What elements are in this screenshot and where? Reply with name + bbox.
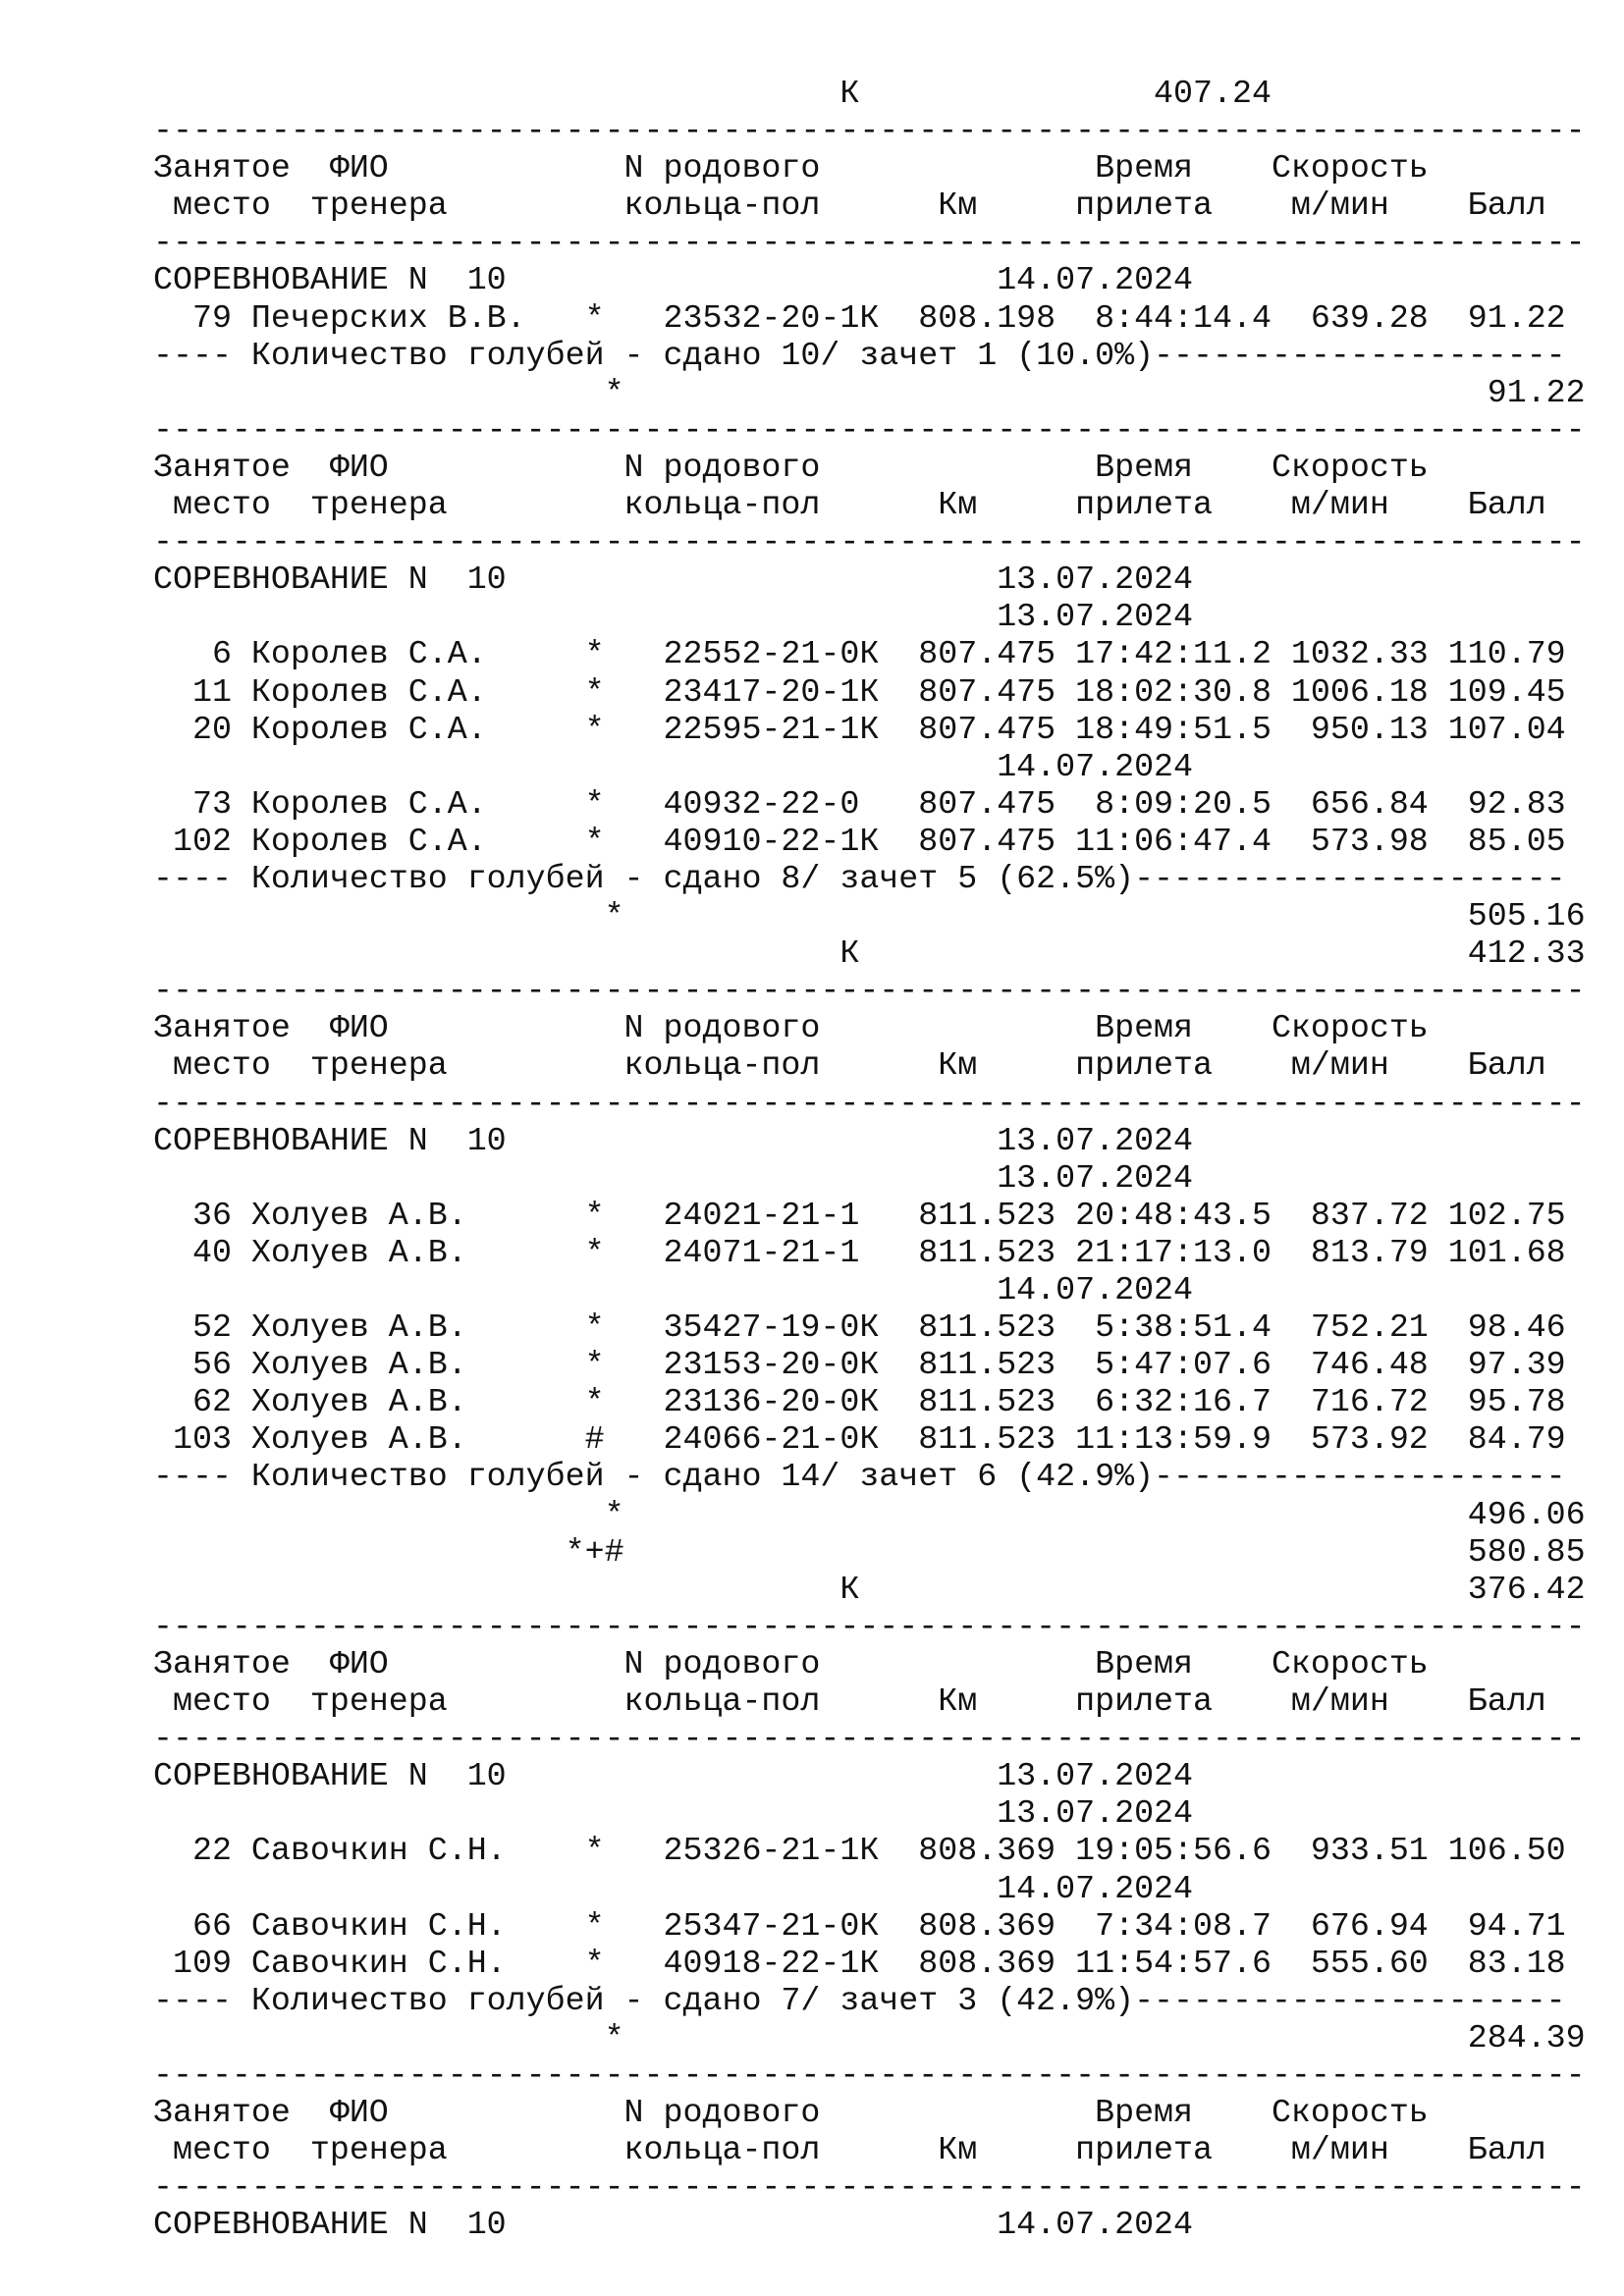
report-line xyxy=(153,1271,1587,1308)
report-line xyxy=(153,1159,1587,1197)
report-line xyxy=(153,523,1587,561)
report-line xyxy=(153,1346,1587,1383)
report-line xyxy=(153,449,1587,486)
report-line xyxy=(153,635,1587,672)
report-line-text: 40 Холуев А.В. * 24071-21-1 811.523 21:17:13.0 813.79 101.68 xyxy=(153,1233,1566,1271)
report-line xyxy=(153,1046,1587,1084)
report-line-text: ------------------------------------------------------------------------- xyxy=(153,1607,1586,1645)
report-line xyxy=(153,823,1587,860)
results-report xyxy=(153,75,1587,2243)
report-line xyxy=(153,1608,1587,1645)
report-line-text: СОРЕВНОВАНИЕ N 10 14.07.2024 xyxy=(153,261,1194,299)
report-line-text: 73 Королев С.А. * 40932-22-0 807.475 8:09:20.5 656.84 92.83 xyxy=(153,784,1566,823)
report-line-text: СОРЕВНОВАНИЕ N 10 13.07.2024 xyxy=(153,561,1194,599)
report-line xyxy=(153,673,1587,711)
report-line xyxy=(153,1197,1587,1234)
report-line-text: ------------------------------------------------------------------------- xyxy=(153,972,1586,1010)
report-line-text: место тренера кольца-пол Км прилета м/мин Балл xyxy=(153,1046,1546,1085)
report-line-text: 79 Печерских В.В. * 23532-20-1К 808.198 8:44:14.4 639.28 91.22 xyxy=(153,298,1566,337)
report-line-text: ------------------------------------------------------------------------- xyxy=(153,1720,1586,1758)
report-line-text: 13.07.2024 xyxy=(153,1794,1194,1833)
report-line-text: ------------------------------------------------------------------------- xyxy=(153,2056,1586,2094)
report-line xyxy=(153,1794,1587,1832)
report-line xyxy=(153,1234,1587,1271)
report-line-text: Занятое ФИО N родового Время Скорость xyxy=(153,149,1429,187)
report-line xyxy=(153,1085,1587,1122)
report-line xyxy=(153,561,1587,598)
report-line xyxy=(153,224,1587,261)
report-line-text: СОРЕВНОВАНИЕ N 10 13.07.2024 xyxy=(153,1757,1194,1795)
report-line xyxy=(153,1832,1587,1869)
report-line xyxy=(153,374,1587,411)
report-line xyxy=(153,748,1587,785)
report-line xyxy=(153,785,1587,823)
report-line xyxy=(153,598,1587,635)
report-line-text: место тренера кольца-пол Км прилета м/мин Балл xyxy=(153,187,1546,225)
report-line-text: место тренера кольца-пол Км прилета м/мин Балл xyxy=(153,2131,1546,2169)
report-line xyxy=(153,2206,1587,2243)
report-line-text: 66 Савочкин С.Н. * 25347-21-0К 808.369 7:34:08.7 676.94 94.71 xyxy=(153,1906,1566,1945)
report-line xyxy=(153,711,1587,748)
report-line-text: 22 Савочкин С.Н. * 25326-21-1К 808.369 19:05:56.6 933.51 106.50 xyxy=(153,1832,1566,1870)
report-line-text: Занятое ФИО N родового Время Скорость xyxy=(153,1009,1429,1047)
report-line-text: 52 Холуев А.В. * 35427-19-0К 811.523 5:38:51.4 752.21 98.46 xyxy=(153,1308,1566,1347)
report-line xyxy=(153,1757,1587,1794)
report-line-text: ---- Количество голубей - сдано 8/ зачет 5 (62.5%)---------------------- xyxy=(153,859,1566,897)
report-line-text: Занятое ФИО N родового Время Скорость xyxy=(153,1644,1429,1682)
report-line xyxy=(153,299,1587,337)
report-line-text: Занятое ФИО N родового Время Скорость xyxy=(153,2094,1429,2132)
report-line-text: 109 Савочкин С.Н. * 40918-22-1К 808.369 11:54:57.6 555.60 83.18 xyxy=(153,1944,1566,1982)
report-line xyxy=(153,337,1587,374)
report-line-text: место тренера кольца-пол Км прилета м/мин Балл xyxy=(153,486,1546,524)
report-line-text: 6 Королев С.А. * 22552-21-0К 807.475 17:42:11.2 1032.33 110.79 xyxy=(153,635,1566,673)
report-line-text: К 376.42 xyxy=(153,1570,1586,1608)
report-line-text: 103 Холуев А.В. # 24066-21-0К 811.523 11:13:59.9 573.92 84.79 xyxy=(153,1420,1566,1459)
report-line-text: 13.07.2024 xyxy=(153,1158,1194,1197)
report-line-text: 36 Холуев А.В. * 24021-21-1 811.523 20:48:43.5 837.72 102.75 xyxy=(153,1196,1566,1234)
report-line-text: СОРЕВНОВАНИЕ N 10 14.07.2024 xyxy=(153,2206,1194,2244)
report-line-text: 14.07.2024 xyxy=(153,1271,1194,1308)
report-line xyxy=(153,934,1587,972)
report-line-text: ------------------------------------------------------------------------- xyxy=(153,224,1586,262)
report-line-text: место тренера кольца-пол Км прилета м/мин Балл xyxy=(153,1682,1546,1721)
report-line xyxy=(153,1682,1587,1720)
report-line xyxy=(153,1122,1587,1159)
report-line-text: 14.07.2024 xyxy=(153,1869,1194,1907)
report-line-text: ---- Количество голубей - сдано 14/ зачет 6 (42.9%)--------------------- xyxy=(153,1458,1566,1496)
report-line xyxy=(153,1383,1587,1420)
report-line xyxy=(153,1009,1587,1046)
report-line-text: * 284.39 xyxy=(153,2018,1586,2056)
report-line-text: * 505.16 xyxy=(153,897,1586,935)
report-line-text: 14.07.2024 xyxy=(153,747,1194,785)
report-line xyxy=(153,897,1587,934)
report-line-text: * 91.22 xyxy=(153,373,1586,411)
report-line-text: 62 Холуев А.В. * 23136-20-0К 811.523 6:32:16.7 716.72 95.78 xyxy=(153,1383,1566,1421)
report-line xyxy=(153,2094,1587,2131)
report-line xyxy=(153,1533,1587,1571)
report-line xyxy=(153,1870,1587,1907)
report-line xyxy=(153,2056,1587,2094)
report-line-text: 20 Королев С.А. * 22595-21-1К 807.475 18:49:51.5 950.13 107.04 xyxy=(153,710,1566,748)
report-line xyxy=(153,1420,1587,1458)
report-line xyxy=(153,1720,1587,1757)
report-line xyxy=(153,1308,1587,1346)
report-line xyxy=(153,75,1587,112)
report-line xyxy=(153,972,1587,1009)
report-line xyxy=(153,1982,1587,2019)
report-line xyxy=(153,1496,1587,1533)
report-line xyxy=(153,1645,1587,1682)
report-line xyxy=(153,2131,1587,2168)
report-line-text: 56 Холуев А.В. * 23153-20-0К 811.523 5:47:07.6 746.48 97.39 xyxy=(153,1346,1566,1384)
report-line-text: К 407.24 xyxy=(153,75,1272,112)
report-line-text: * 496.06 xyxy=(153,1495,1586,1533)
report-line-text: 11 Королев С.А. * 23417-20-1К 807.475 18:02:30.8 1006.18 109.45 xyxy=(153,672,1566,711)
report-line-text: Занятое ФИО N родового Время Скорость xyxy=(153,448,1429,486)
report-line xyxy=(153,149,1587,187)
report-line-text: СОРЕВНОВАНИЕ N 10 13.07.2024 xyxy=(153,1121,1194,1159)
report-line xyxy=(153,860,1587,897)
report-line xyxy=(153,187,1587,224)
report-line-text: ---- Количество голубей - сдано 10/ зачет 1 (10.0%)--------------------- xyxy=(153,336,1566,374)
report-line-text: 13.07.2024 xyxy=(153,598,1194,636)
report-line-text: ------------------------------------------------------------------------- xyxy=(153,112,1586,150)
report-line-text: 102 Королев С.А. * 40910-22-1К 807.475 11:06:47.4 573.98 85.05 xyxy=(153,822,1566,860)
report-line-text: ------------------------------------------------------------------------- xyxy=(153,1084,1586,1122)
report-line-text: *+# 580.85 xyxy=(153,1532,1586,1571)
report-line-text: ------------------------------------------------------------------------- xyxy=(153,410,1586,449)
report-line xyxy=(153,1571,1587,1608)
report-line xyxy=(153,1907,1587,1945)
report-line xyxy=(153,2168,1587,2206)
report-line xyxy=(153,411,1587,449)
report-line-text: ------------------------------------------------------------------------- xyxy=(153,523,1586,561)
report-line-text: ---- Количество голубей - сдано 7/ зачет 3 (42.9%)---------------------- xyxy=(153,1981,1566,2019)
report-line xyxy=(153,1458,1587,1495)
report-line xyxy=(153,261,1587,298)
report-line-text: К 412.33 xyxy=(153,934,1586,973)
report-line-text: ------------------------------------------------------------------------- xyxy=(153,2168,1586,2207)
report-line xyxy=(153,112,1587,149)
report-line xyxy=(153,486,1587,523)
report-line xyxy=(153,1945,1587,1982)
report-line xyxy=(153,2019,1587,2056)
